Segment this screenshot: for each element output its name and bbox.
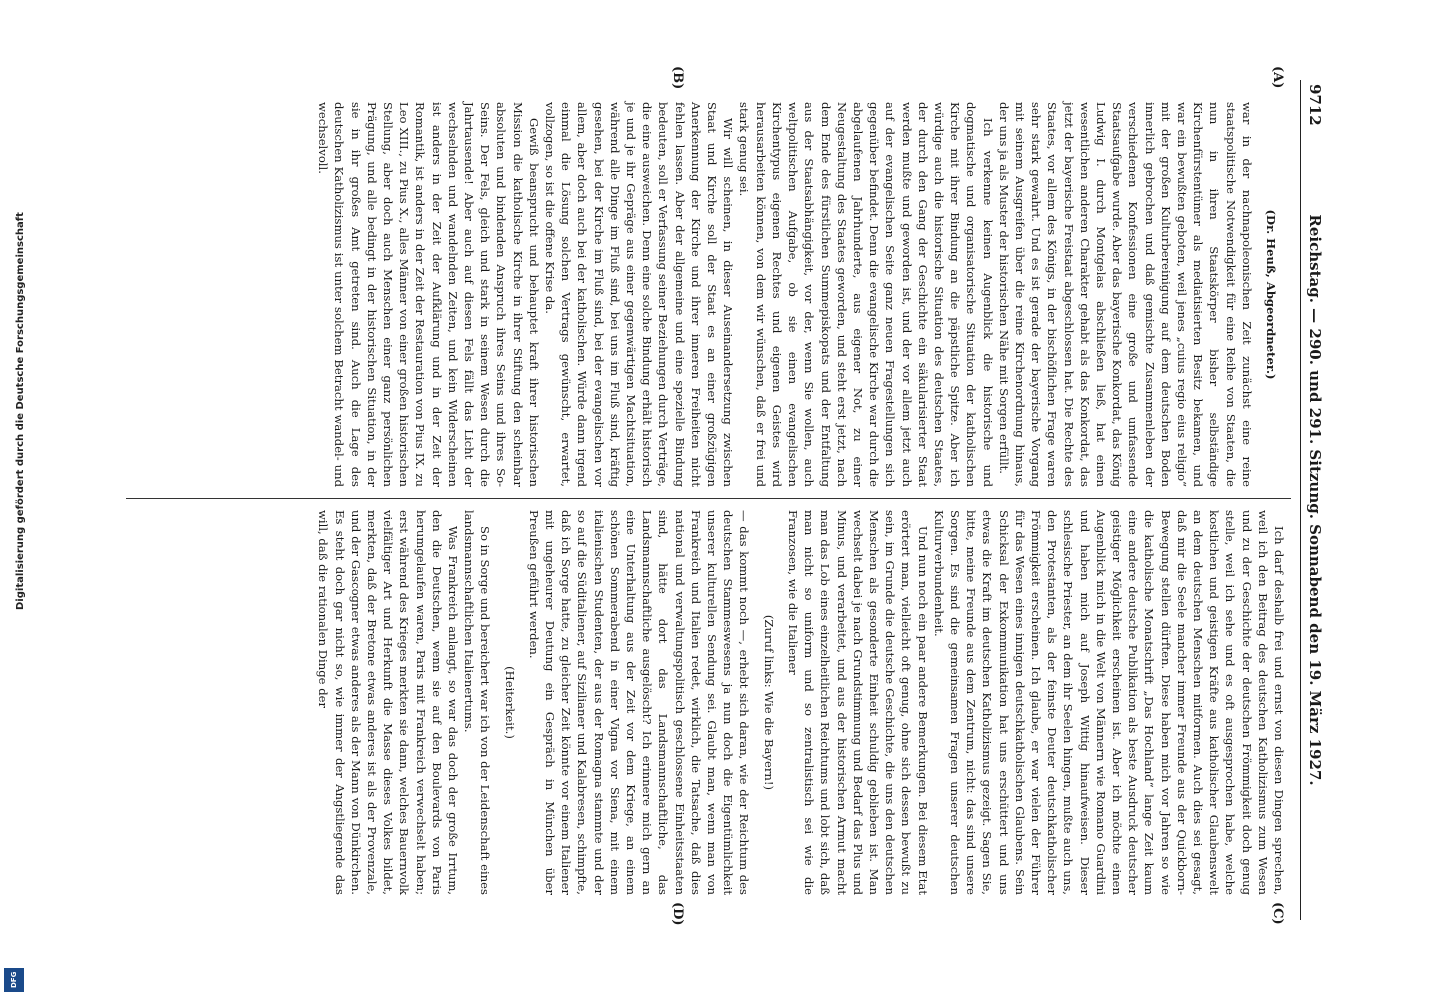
paragraph: Gewiß beansprucht und behauptet kraft ihrer historischen Mission die katholische Kirche in ihrer Stiftung den scheinbar absoluten und bindenden Anspruch ihres Seins und ihres So-Seins. Der Fels, gleich und stark in seinem Wesen durch die Jahrtausende! Aber auch auf diesen Fels fällt das Licht der wechselnden und wandelnden Zeiten, und kein Widerscheinen ist anders in der Zeit der Aufklärung und in der Zeit der Romantik, ist anders in der Zeit der Restauration von Pius IX. zu Leo XIII., zu Pius X., alles Männer von einer großen historischen Stellung, aber doch auch Menschen einer ganz persönlichen Prägung, und alle bedingt in der historischen Situation, in der sie in ihr großes Amt getreten sind. Auch die Lage des deutschen Katholizismus ist unter solchem Betracht wandel- und wechselvoll. [316, 102, 541, 487]
document-page [117, 66, 1327, 926]
interjection: (Zuruf links: Wie die Bayern!) [761, 614, 776, 791]
paragraph: Was Frankreich anlangt, so war das doch der große Irrtum, den die Deutschen, wenn sie auf den Boulevards von Paris herumgelaufen waren, Paris mit Frankreich verwechselt haben; erst während des Krieges merkten sie dann, welches Bauernvolk vielfältiger Art und Herkunft die Masse dieses Volkes bildet, merkten, daß der Bretone etwas anderes ist als der Provenzale, und der Gascogner etwas anderes als der Mann von Dünkirchen. Es steht doch gar nicht so, wie immer der Angstliegende das will, daß die rationalen Dinge der [316, 510, 461, 895]
right-column [315, 510, 1287, 895]
digitization-note: Digitalisierung gefördert durch die Deutsche Forschungsgemeinschaft [15, 212, 26, 610]
margin-letter-d: (D) [670, 902, 685, 926]
dfg-logo: DFG [4, 968, 24, 992]
page-number: 9712 [1306, 84, 1324, 126]
paragraph: — das kommt noch —, erhebt sich daran, wie der Reichtum des deutschen Stammeswesens ja nun doch die Eigentümlichkeit unserer kulturellen Sendung sei. Glaubt man, wenn man von Frankreich und Italien redet, wirklich, die Tatsache, daß dies national und verwaltungspolitisch geschlossene Einheitsstaaten sind, hätte dort das Landsmannschaftliche, das Landsmannschaftliche ausgelöscht? Ich erinnere mich gern an eine Unterhaltung aus der Zeit vor dem Kriege, an einem schönen Sommerabend in einer Vigna vor Siena, mit einem italienischen Studenten, der aus der Romagna stammte und der so auf die Süditaliener, auf Sizilianer und Kalabresen, schimpfte, daß ich Sorge hatte, zu gleicher Zeit könnte vor einem Italiener mit ungeheurer Deutung ein Gespräch in München über Preußen geführt werden. [526, 510, 752, 895]
paragraph: Ich verkenne keinen Augenblick die historische und dogmatische und organisatorische Situation der katholischen Kirche mit ihrer Bindung an die päpstliche Spitze. Aber ich würdige auch die historische Situation des deutschen Staates, der durch den Gang der Geschichte ein säkularisierter Staat werden mußte und geworden ist, und der vor allem jetzt auch auf der evangelischen Seite ganz neuen Fragestellungen sich gegenüber befindet. Denn die evangelische Kirche war durch die abgelaufenen Jahrhunderte, aus eigener Not, zu einer Neugestaltung des Staates geworden, und steht erst jetzt, nach dem Ende des fürstlichen Summepiskopats und der Entfaltung aus der Staatsabhängigkeit, vor der, wenn Sie wollen, auch weltpolitischen Aufgabe, ob sie einen evangelischen Kirchentypus eigenen Rechtes und eigenen Geistes wird herausarbeiten können, von dem wir wünschen, daß er frei und stark genug sei. [737, 102, 995, 487]
margin-letter-a: (A) [1270, 66, 1285, 89]
column-divider [126, 498, 1291, 499]
paragraph: war in der nachnapoleonischen Zeit zunächst eine reine staatspolitische Notwendigkeit für eine Reihe von Staaten, die nun in ihren Staatskörper bisher selbständige Kirchenfürstentümer als mediatisierten Besitz bekamen, und war ein bewußten geboten, weil jenes „cuius regio eius religio“ mit der großen Kulturbereinigung auf dem deutschen Boden innerlich gebrochen und daß gemischte Zusammenleben der verschiedenen Konfessionen eine große und umfassende Staatsaufgabe wurde. Aber das bayerische Konkordat, das König Ludwig I. durch Montgelas abschließen ließ, hat einen wesentlichen anderen Charakter gehabt als das Konkordat, das jetzt der bayerische Freistaat abgeschlossen hat. Die Rechte des Staates, vor allem des Königs, in der bischöflichen Frage waren sehr stark gewahrt. Und es ist gerade der bayerische Vorgang mit seinem Ausgreifen über die reine Kirchenordnung hinaus, der uns ja als Muster der historischen Nähe mit Sorgen erfüllt. [996, 102, 1254, 487]
interjection: (Heiterkeit.) [502, 666, 517, 739]
page-title: Reichstag. — 290. und 291. Sitzung. Sonnabend den 19. März 1927. [1306, 214, 1324, 786]
paragraph: Wir will scheinen, in dieser Auseinandersetzung zwischen Staat und Kirche soll der Staat es an einer großzügigen Anerkennung der Kirche und ihrer inneren Freiheiten nicht fehlen lassen. Aber der allgemeine und eine spezielle Bindung bedeuten, soll er Verfassung seiner Beziehungen durch Verträge, die eine ausweichen. Denn eine solche Bindung erhält historisch je und je ihr Gepräge aus einer gegenwärtigen Machtsituation, während alle Dinge im Fluß sind, bei uns im Fluß sind, kräftig gesehen, bei der Kirche im Fluß sind, bei der evangelischen vor allem, aber doch auch bei der katholischen. Würde dann irgend einmal die Lösung solchen Vertrags gewünscht, erwartet, vollzogen, so ist die offene Krise da. [543, 102, 736, 487]
left-column [315, 102, 1287, 487]
speaker-line: (Dr. Heuß, Abgeordneter.) [1264, 209, 1278, 380]
paragraph: Ich darf deshalb frei und ernst von diesen Dingen sprechen, weil ich den Beitrag des deutschen Katholizismus zum Wesen und zu der Geschichte der deutschen Frömmigkeit doch genug stelle, weil ich sehe und es oft ausgesprochen habe, welche kostlichen und geistigen Kräfte aus katholischer Glaubenswelt an dem deutschen Menschen mitformen. Auch dies sei gesagt, daß mir die Seele mancher immer Freunde aus der Quickborn-Bewegung stellen dürften. Diese haben mich vor Jahren so wie die katholische Monatschrift „Das Hochland“ lange Zeit kaum eine andere deutsche Publikation als beste Ausdruck deutscher geistiger Möglichkeit erscheinen ist. Aber ich möchte einen Augenblick mich in die Welt von Männern wie Romano Guardini und haben mich auf Joseph Wittig hinaufweisen. Dieser schlesische Priester, an dem ihr Seelen hingen, mußte auch uns, den Protestanten, als der feinste Deuter deutschkatholischer Frömmigkeit erscheinen. Ich glaube, er war vielen der Führer für das Wesen eines innigen deutschkatholischen Glaubens. Sein Schicksal der Exkommunikation hat uns erschüttert und uns etwas die Kraft im deutschen Katholizismus gezeigt. Sagen Sie, bitte, meine Freunde aus dem Zentrum, nicht: das sind unsere Sorgen. Es sind die gemeinsamen Fragen unserer deutschen Kulturverbundenheit. [931, 510, 1286, 895]
page-header [1300, 80, 1327, 920]
paragraph: So in Sorge und bereichert war ich von der Leidenschaft eines landsmannschaftlichen Italienertums. [462, 510, 493, 895]
margin-letter-c: (C) [1270, 902, 1285, 925]
paragraph: Und nun noch ein paar andere Bemerkungen. Bei diesem Etat erörtert man, vielleicht oft genug, ohne sich dessen bewußt zu sein, im Grunde die deutsche Geschichte, die uns den deutschen Menschen als gesonderte Einheit schuldig geblieben ist. Man wechselt dabei je nach Grundstimmung und Bedarf das Plus und Minus, und verarbeitet, und aus der historischen Armut macht man das Lob eines einzelheitlichen Reichtums und lobt sich, daß man nicht so uniform und so zentralistisch sei wie die Franzosen, wie die Italiener [785, 510, 930, 895]
margin-letter-b: (B) [670, 66, 685, 90]
